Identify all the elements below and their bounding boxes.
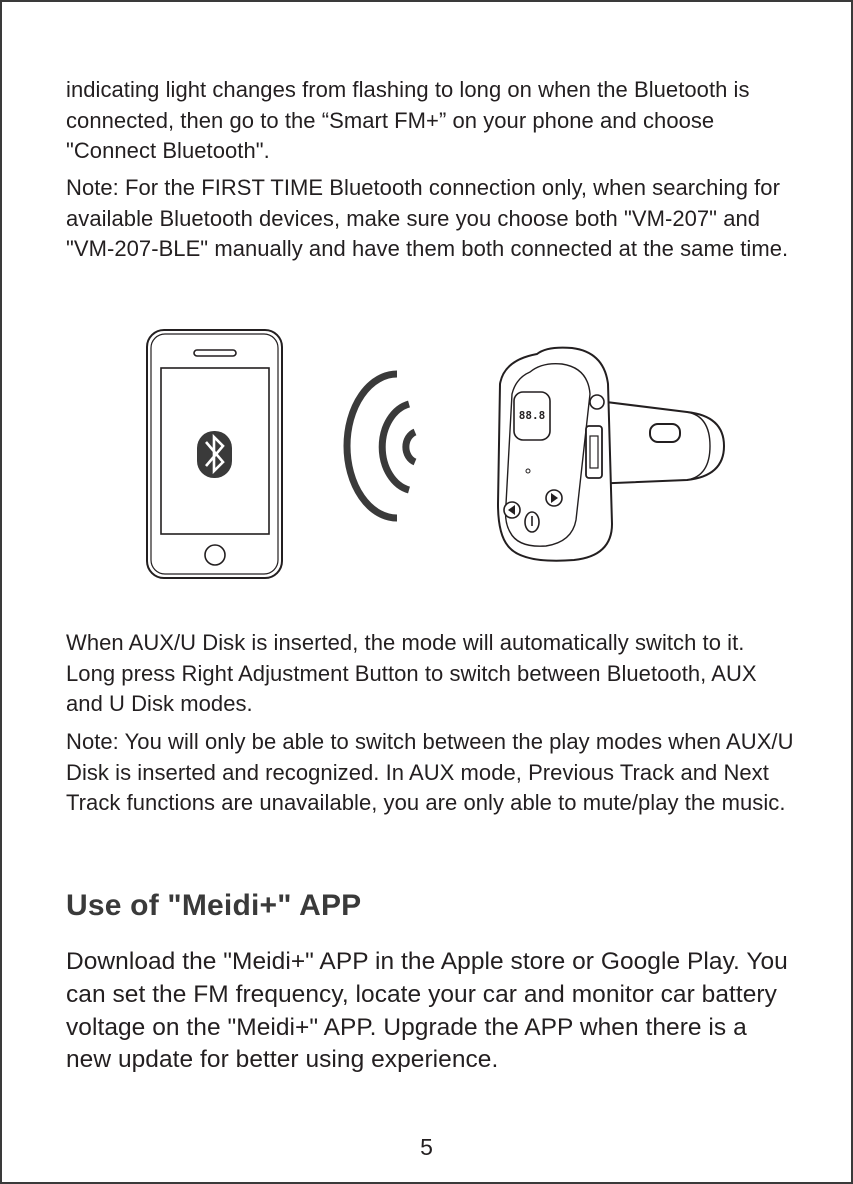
paragraph-aux-udisk-mode: When AUX/U Disk is inserted, the mode will automatically switch to it. Long press Right Adjustment Button to switch between Bluetooth, AUX and U Disk modes. xyxy=(66,630,757,716)
paragraph-download-app: Download the "Meidi+" APP in the Apple store or Google Play. You can set the FM frequency, locate your car and monitor car battery voltage on the "Meidi+" APP. Upgrade the APP when there is a new update for better using experience. xyxy=(66,948,788,1074)
bluetooth-icon xyxy=(197,431,232,478)
transmitter-display-text: 88.8 xyxy=(518,409,546,422)
note-first-time-bluetooth: Note: For the FIRST TIME Bluetooth connection only, when searching for available Bluetooth devices, make sure you choose both "VM-207" and "VM-207-BLE" manually and have them both connected at the same time. xyxy=(66,175,789,261)
car-fm-transmitter xyxy=(498,348,724,561)
note-play-modes: Note: You will only be able to switch between the play modes when AUX/U Disk is inserted and recognized. In AUX mode, Previous Track and Next Track functions are unavailable, you are only able to mute/play the music. xyxy=(66,729,794,815)
page-number: 5 xyxy=(420,1134,433,1160)
paragraph-bluetooth-connected: indicating light changes from flashing to long on when the Bluetooth is connected, then go to the “Smart FM+” on your phone and choose "Connect Bluetooth". xyxy=(66,77,750,163)
wireless-signal-icon xyxy=(347,374,417,518)
section-heading-meidi-app: Use of "Meidi+" APP xyxy=(66,889,362,922)
bluetooth-pairing-illustration xyxy=(142,324,742,586)
